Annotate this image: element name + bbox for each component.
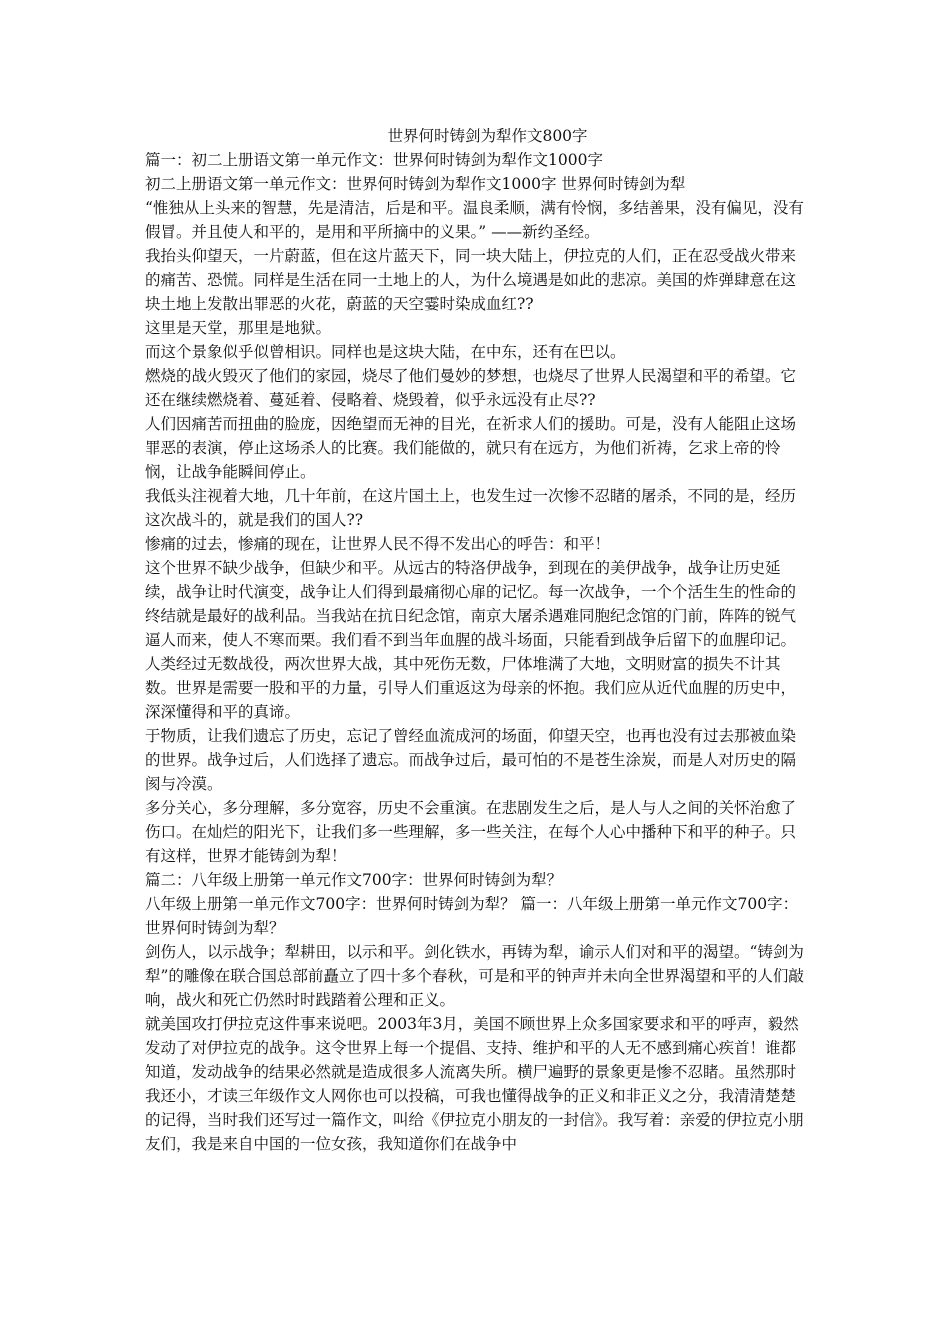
paragraph: 就美国攻打伊拉克这件事来说吧。2003年3月，美国不顾世界上众多国家要求和平的呼声，毅然发动了对伊拉克的战争。这令世界上每一个提倡、支持、维护和平的人无不感到痛心疾首！谁都知道，发动战争的结果必然就是造成很多人流离失所。横尸遍野的景象更是惨不忍睹。虽然那时我还小，才读三年级作文人网你也可以投稿，可我也懂得战争的正义和非正义之分，我清清楚楚的记得，当时我们还写过一篇作文，叫给《伊拉克小朋友的一封信》。我写着：亲爱的伊拉克小朋友们，我是来自中国的一位女孩，我知道你们在战争中 — [145, 1015, 804, 1153]
document-body — [145, 124, 810, 1156]
document-title: 世界何时铸剑为犁作文800字 — [387, 127, 588, 145]
paragraph: 初二上册语文第一单元作文：世界何时铸剑为犁作文1000字 世界何时铸剑为犁 — [145, 175, 686, 193]
paragraph: 篇一：初二上册语文第一单元作文：世界何时铸剑为犁作文1000字 — [145, 151, 603, 169]
paragraph: 这个世界不缺少战争，但缺少和平。从远古的特洛伊战争，到现在的美伊战争，战争让历史延续，战争让时代演变，战争让人们得到最痛彻心扉的记忆。每一次战争，一个个活生生的性命的终结就是最好的战利品。当我站在抗日纪念馆，南京大屠杀遇难同胞纪念馆的门前，阵阵的锐气逼人而来，使人不寒而栗。我们看不到当年血腥的战斗场面，只能看到战争后留下的血腥印记。 — [145, 559, 797, 649]
paragraph: 八年级上册第一单元作文700字：世界何时铸剑为犁？ 篇一：八年级上册第一单元作文700字：世界何时铸剑为犁？ — [145, 895, 799, 937]
paragraph: 于物质，让我们遗忘了历史，忘记了曾经血流成河的场面，仰望天空，也再也没有过去那被血染的世界。战争过后，人们选择了遗忘。而战争过后，最可怕的不是苍生涂炭，而是人对历史的隔阂与冷漠。 — [145, 727, 797, 793]
paragraph: 剑伤人，以示战争；犁耕田，以示和平。剑化铁水，再铸为犁，谕示人们对和平的渴望。“铸剑为犁”的雕像在联合国总部前矗立了四十多个春秋，可是和平的钟声并未向全世界渴望和平的人们敲响，战火和死亡仍然时时践踏着公理和正义。 — [145, 943, 804, 1009]
paragraph: 燃烧的战火毁灭了他们的家园，烧尽了他们曼妙的梦想，也烧尽了世界人民渴望和平的希望。它还在继续燃烧着、蔓延着、侵略着、烧毁着，似乎永远没有止尽?? — [145, 367, 797, 409]
paragraph: 人们因痛苦而扭曲的脸庞，因绝望而无神的目光，在祈求人们的援助。可是，没有人能阻止这场罪恶的表演，停止这场杀人的比赛。我们能做的，就只有在远方，为他们祈祷，乞求上帝的怜悯，让战争能瞬间停止。 — [145, 415, 797, 481]
paragraph: 我抬头仰望天，一片蔚蓝，但在这片蓝天下，同一块大陆上，伊拉克的人们，正在忍受战火带来的痛苦、恐慌。同样是生活在同一土地上的人，为什么境遇是如此的悲凉。美国的炸弹肆意在这块土地上发散出罪恶的火花，蔚蓝的天空霎时染成血红?? — [145, 247, 797, 313]
paragraph: 我低头注视着大地，几十年前，在这片国土上，也发生过一次惨不忍睹的屠杀，不同的是，经历这次战斗的，就是我们的国人?? — [145, 487, 797, 529]
paragraph: 人类经过无数战役，两次世界大战，其中死伤无数，尸体堆满了大地，文明财富的损失不计其数。世界是需要一股和平的力量，引导人们重返这为母亲的怀抱。我们应从近代血腥的历史中，深深懂得和平的真谛。 — [145, 655, 797, 721]
paragraph: 多分关心，多分理解，多分宽容，历史不会重演。在悲剧发生之后，是人与人之间的关怀治愈了伤口。在灿烂的阳光下，让我们多一些理解，多一些关注，在每个人心中播种下和平的种子。只有这样，世界才能铸剑为犁！ — [145, 799, 797, 865]
paragraph: 惨痛的过去，惨痛的现在，让世界人民不得不发出心的呼告：和平！ — [145, 535, 611, 553]
paragraph: “惟独从上头来的智慧，先是清洁，后是和平。温良柔顺，满有怜悯，多结善果，没有偏见，没有假冒。并且使人和平的，是用和平所摘中的义果。” ——新约圣经。 — [145, 199, 804, 241]
paragraph: 这里是天堂，那里是地狱。 — [145, 319, 332, 337]
section-heading: 篇二：八年级上册第一单元作文700字：世界何时铸剑为犁？ — [145, 871, 563, 889]
paragraph: 而这个景象似乎似曾相识。同样也是这块大陆，在中东，还有在巴以。 — [145, 343, 626, 361]
